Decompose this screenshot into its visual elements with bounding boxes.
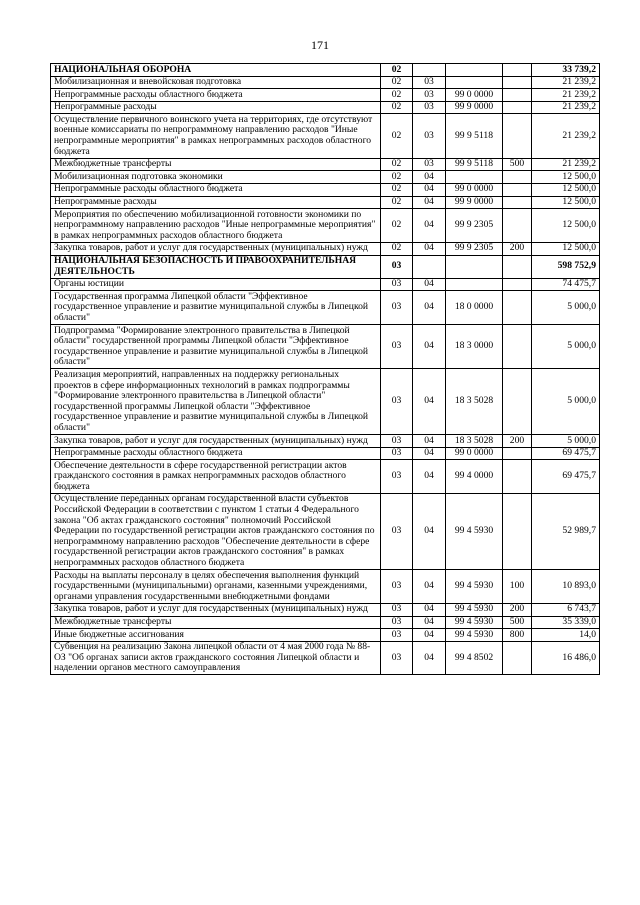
table-row (51, 242, 600, 255)
table-row (51, 570, 600, 604)
budget-table-body (51, 64, 600, 675)
row-section-code: 02 (381, 64, 413, 77)
row-name: Осуществление переданных органам государственной власти субъектов Российской Федерации в соответствии с пунктом 1 статьи 4 Федерального закона "Об актах гражданского состояния" полномочий Российской Федерации по государственной регистрации актов гражданского состояния по непрограммному направлению расходов "Обеспечение деятельности в сфере государственной регистрации актов гражданского состояния" в рамках непрограммных расходов областного бюджета (51, 493, 381, 569)
row-amount: 21 239,2 (532, 101, 600, 114)
row-amount: 21 239,2 (532, 114, 600, 158)
row-section-code: 03 (381, 291, 413, 325)
table-row (51, 171, 600, 184)
row-subsection-code: 04 (413, 460, 446, 494)
row-name: Межбюджетные трансферты (51, 158, 381, 171)
row-section-code: 02 (381, 183, 413, 196)
row-amount: 21 239,2 (532, 158, 600, 171)
row-target-code: 99 4 5930 (446, 629, 503, 642)
row-expense-type-code (503, 278, 532, 291)
table-row (51, 101, 600, 114)
table-row (51, 76, 600, 89)
row-subsection-code: 04 (413, 171, 446, 184)
budget-table (50, 63, 600, 675)
row-expense-type-code: 200 (503, 603, 532, 616)
row-name: Расходы на выплаты персоналу в целях обеспечения выполнения функций государственными (муниципальными) органами, казенными учреждениями, органами управления государственными внебюджетными фондами (51, 570, 381, 604)
row-section-code: 02 (381, 76, 413, 89)
row-name: Подпрограмма "Формирование электронного правительства в Липецкой области" государственной программы Липецкой области "Эффективное государственное управление и развитие муниципальной службы в Липецкой области" (51, 325, 381, 369)
row-name: Закупка товаров, работ и услуг для государственных (муниципальных) нужд (51, 603, 381, 616)
row-expense-type-code (503, 171, 532, 184)
row-section-code: 02 (381, 89, 413, 102)
row-subsection-code: 04 (413, 291, 446, 325)
row-expense-type-code: 200 (503, 435, 532, 448)
row-subsection-code: 04 (413, 641, 446, 675)
page-number: 171 (311, 38, 329, 52)
row-target-code: 99 9 5118 (446, 114, 503, 158)
table-row (51, 64, 600, 77)
row-target-code: 99 4 5930 (446, 570, 503, 604)
row-subsection-code: 04 (413, 493, 446, 569)
row-amount: 10 893,0 (532, 570, 600, 604)
row-expense-type-code (503, 255, 532, 278)
row-amount: 6 743,7 (532, 603, 600, 616)
table-row (51, 603, 600, 616)
row-target-code: 99 4 0000 (446, 460, 503, 494)
row-subsection-code: 04 (413, 242, 446, 255)
row-expense-type-code: 800 (503, 629, 532, 642)
row-target-code (446, 76, 503, 89)
row-target-code (446, 171, 503, 184)
row-section-code: 02 (381, 209, 413, 243)
row-section-code: 03 (381, 278, 413, 291)
row-section-code: 03 (381, 641, 413, 675)
row-expense-type-code (503, 64, 532, 77)
row-amount: 14,0 (532, 629, 600, 642)
row-name: Реализация мероприятий, направленных на поддержку региональных проектов в сфере информационных технологий в рамках подпрограммы "Формирование электронного правительства в Липецкой области" государственной программы Липецкой области "Эффективное государственное управление и развитие муниципальной службы в Липецкой области" (51, 369, 381, 435)
row-amount: 12 500,0 (532, 209, 600, 243)
row-amount: 5 000,0 (532, 291, 600, 325)
row-subsection-code: 04 (413, 447, 446, 460)
row-target-code: 99 0 0000 (446, 183, 503, 196)
row-name: Иные бюджетные ассигнования (51, 629, 381, 642)
row-section-code: 02 (381, 101, 413, 114)
row-name: Межбюджетные трансферты (51, 616, 381, 629)
row-subsection-code: 04 (413, 183, 446, 196)
row-amount: 12 500,0 (532, 196, 600, 209)
row-name: Обеспечение деятельности в сфере государственной регистрации актов гражданского состояния в рамках непрограммных расходов областного бюджета (51, 460, 381, 494)
row-expense-type-code: 500 (503, 616, 532, 629)
row-section-code: 02 (381, 114, 413, 158)
row-amount: 52 989,7 (532, 493, 600, 569)
row-expense-type-code (503, 641, 532, 675)
row-section-code: 03 (381, 603, 413, 616)
row-expense-type-code (503, 460, 532, 494)
row-target-code: 18 3 0000 (446, 325, 503, 369)
row-name: Органы юстиции (51, 278, 381, 291)
row-name: Субвенция на реализацию Закона липецкой области от 4 мая 2000 года № 88-ОЗ "Об органах записи актов гражданского состояния Липецкой области и наделении органов местного самоуправления (51, 641, 381, 675)
row-expense-type-code (503, 89, 532, 102)
row-expense-type-code (503, 493, 532, 569)
row-amount: 5 000,0 (532, 435, 600, 448)
row-expense-type-code (503, 369, 532, 435)
row-target-code: 99 9 0000 (446, 196, 503, 209)
row-subsection-code: 04 (413, 278, 446, 291)
table-row (51, 114, 600, 158)
row-target-code: 99 4 5930 (446, 603, 503, 616)
row-subsection-code: 04 (413, 196, 446, 209)
row-target-code: 99 9 5118 (446, 158, 503, 171)
row-name: Мероприятия по обеспечению мобилизационной готовности экономики по непрограммному направлению расходов "Иные непрограммные мероприятия" в рамках непрограммных расходов областного бюджета (51, 209, 381, 243)
row-section-code: 03 (381, 493, 413, 569)
row-name: НАЦИОНАЛЬНАЯ БЕЗОПАСНОСТЬ И ПРАВООХРАНИТЕЛЬНАЯ ДЕЯТЕЛЬНОСТЬ (51, 255, 381, 278)
row-target-code: 18 3 5028 (446, 435, 503, 448)
table-row (51, 460, 600, 494)
row-expense-type-code (503, 447, 532, 460)
row-name: Закупка товаров, работ и услуг для государственных (муниципальных) нужд (51, 242, 381, 255)
table-row (51, 255, 600, 278)
row-amount: 12 500,0 (532, 242, 600, 255)
table-row (51, 89, 600, 102)
row-expense-type-code (503, 291, 532, 325)
row-amount: 74 475,7 (532, 278, 600, 291)
row-subsection-code: 04 (413, 616, 446, 629)
row-amount: 5 000,0 (532, 325, 600, 369)
row-expense-type-code (503, 209, 532, 243)
row-section-code: 03 (381, 460, 413, 494)
row-name: Мобилизационная подготовка экономики (51, 171, 381, 184)
row-section-code: 02 (381, 196, 413, 209)
row-name: Мобилизационная и вневойсковая подготовка (51, 76, 381, 89)
row-subsection-code (413, 255, 446, 278)
row-target-code: 99 0 0000 (446, 447, 503, 460)
row-target-code: 99 9 2305 (446, 209, 503, 243)
row-subsection-code: 04 (413, 209, 446, 243)
table-row (51, 493, 600, 569)
row-target-code: 99 9 2305 (446, 242, 503, 255)
row-name: Непрограммные расходы областного бюджета (51, 447, 381, 460)
row-name: Непрограммные расходы (51, 196, 381, 209)
row-subsection-code: 04 (413, 325, 446, 369)
row-name: НАЦИОНАЛЬНАЯ ОБОРОНА (51, 64, 381, 77)
row-target-code: 18 0 0000 (446, 291, 503, 325)
row-amount: 12 500,0 (532, 183, 600, 196)
row-expense-type-code: 500 (503, 158, 532, 171)
row-section-code: 03 (381, 369, 413, 435)
row-name: Непрограммные расходы областного бюджета (51, 89, 381, 102)
row-subsection-code: 03 (413, 89, 446, 102)
table-row (51, 183, 600, 196)
row-name: Осуществление первичного воинского учета на территориях, где отсутствуют военные комиссариаты по непрограммному направлению расходов "Иные непрограммные мероприятия" в рамках непрограммных расходов областного бюджета (51, 114, 381, 158)
row-name: Государственная программа Липецкой области "Эффективное государственное управление и развитие муниципальной службы в Липецкой области" (51, 291, 381, 325)
row-section-code: 03 (381, 255, 413, 278)
table-row (51, 291, 600, 325)
row-subsection-code: 03 (413, 76, 446, 89)
row-expense-type-code (503, 101, 532, 114)
row-amount: 5 000,0 (532, 369, 600, 435)
row-subsection-code: 04 (413, 369, 446, 435)
table-row (51, 435, 600, 448)
table-row (51, 641, 600, 675)
row-subsection-code: 03 (413, 114, 446, 158)
row-expense-type-code (503, 183, 532, 196)
table-row (51, 278, 600, 291)
row-target-code: 18 3 5028 (446, 369, 503, 435)
row-expense-type-code (503, 114, 532, 158)
row-subsection-code (413, 64, 446, 77)
table-row (51, 325, 600, 369)
row-amount: 598 752,9 (532, 255, 600, 278)
row-expense-type-code: 200 (503, 242, 532, 255)
row-target-code: 99 4 8502 (446, 641, 503, 675)
row-section-code: 02 (381, 158, 413, 171)
row-subsection-code: 04 (413, 603, 446, 616)
row-expense-type-code (503, 196, 532, 209)
row-subsection-code: 03 (413, 101, 446, 114)
row-target-code: 99 4 5930 (446, 493, 503, 569)
row-target-code: 99 9 0000 (446, 101, 503, 114)
row-amount: 12 500,0 (532, 171, 600, 184)
row-name: Непрограммные расходы (51, 101, 381, 114)
row-amount: 21 239,2 (532, 76, 600, 89)
row-target-code: 99 0 0000 (446, 89, 503, 102)
table-row (51, 616, 600, 629)
row-name: Закупка товаров, работ и услуг для государственных (муниципальных) нужд (51, 435, 381, 448)
row-target-code (446, 278, 503, 291)
row-expense-type-code (503, 76, 532, 89)
table-row (51, 196, 600, 209)
row-target-code: 99 4 5930 (446, 616, 503, 629)
table-row (51, 369, 600, 435)
table-row (51, 158, 600, 171)
row-section-code: 03 (381, 570, 413, 604)
row-subsection-code: 03 (413, 158, 446, 171)
row-target-code (446, 64, 503, 77)
row-amount: 69 475,7 (532, 460, 600, 494)
row-subsection-code: 04 (413, 435, 446, 448)
row-section-code: 02 (381, 171, 413, 184)
row-section-code: 03 (381, 435, 413, 448)
row-amount: 16 486,0 (532, 641, 600, 675)
row-expense-type-code: 100 (503, 570, 532, 604)
row-name: Непрограммные расходы областного бюджета (51, 183, 381, 196)
table-row (51, 629, 600, 642)
row-amount: 35 339,0 (532, 616, 600, 629)
table-row (51, 209, 600, 243)
row-amount: 21 239,2 (532, 89, 600, 102)
row-section-code: 03 (381, 629, 413, 642)
row-section-code: 03 (381, 616, 413, 629)
row-section-code: 02 (381, 242, 413, 255)
row-section-code: 03 (381, 447, 413, 460)
row-amount: 33 739,2 (532, 64, 600, 77)
row-target-code (446, 255, 503, 278)
row-amount: 69 475,7 (532, 447, 600, 460)
row-subsection-code: 04 (413, 629, 446, 642)
table-row (51, 447, 600, 460)
row-section-code: 03 (381, 325, 413, 369)
row-expense-type-code (503, 325, 532, 369)
row-subsection-code: 04 (413, 570, 446, 604)
